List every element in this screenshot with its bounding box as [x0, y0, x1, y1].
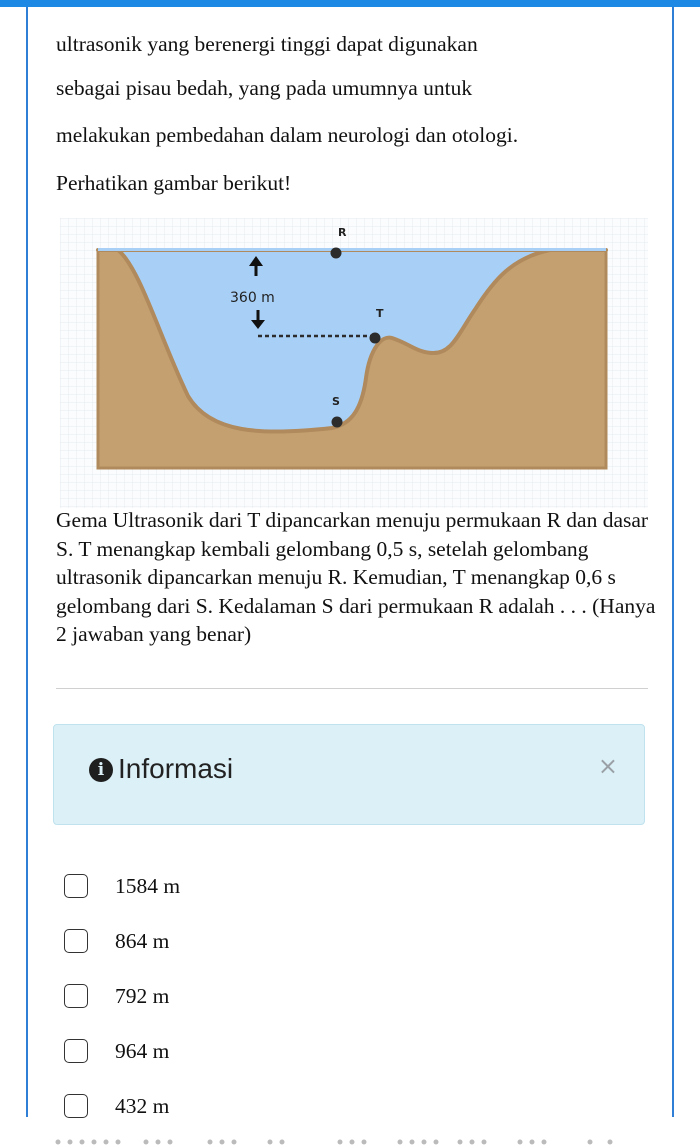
question-text: Gema Ultrasonik dari T dipancarkan menuju permukaan R dan dasar S. T menangkap kembali gelombang 0,5 s, setelah gelombang ultrasonik dipancarkan menuju R. Kemudian, T menangkap 0,6 s gelombang dari S. Kedalaman S dari permukaan R adalah . . . (Hanya 2 jawaban yang benar) [56, 508, 656, 647]
point-r [331, 248, 342, 259]
label-r: R [338, 226, 347, 239]
paragraph-line: ultrasonik yang berenergi tinggi dapat digunakan [56, 32, 478, 56]
option-checkbox[interactable] [64, 1094, 88, 1118]
ultrasonic-figure [60, 218, 648, 508]
paragraph-line: melakukan pembedahan dalam neurologi dan otologi. [56, 123, 519, 147]
option-checkbox[interactable] [64, 984, 88, 1008]
info-icon: i [89, 758, 113, 782]
option-checkbox[interactable] [64, 1039, 88, 1063]
option-checkbox[interactable] [64, 874, 88, 898]
option-label: 432 m [115, 1094, 170, 1118]
distance-label: 360 m [230, 290, 275, 306]
cut-off-footer [50, 1134, 650, 1145]
info-alert [53, 724, 645, 825]
option-checkbox[interactable] [64, 929, 88, 953]
close-icon[interactable]: × [597, 752, 618, 780]
option-label: 964 m [115, 1039, 170, 1063]
paragraph-line: Perhatikan gambar berikut! [56, 171, 292, 195]
label-t: T [376, 307, 384, 320]
right-card-border [672, 7, 674, 1117]
left-card-border [26, 7, 28, 1117]
option-label: 1584 m [115, 874, 181, 898]
top-accent-bar [0, 0, 700, 7]
info-title: Informasi [118, 753, 234, 784]
option-label: 792 m [115, 984, 170, 1008]
water-surface [98, 248, 606, 251]
paragraph-line: sebagai pisau bedah, yang pada umumnya untuk [56, 76, 473, 100]
point-t [370, 333, 381, 344]
label-s: S [332, 395, 340, 408]
point-s [332, 417, 343, 428]
option-label: 864 m [115, 929, 170, 953]
divider [56, 688, 648, 689]
